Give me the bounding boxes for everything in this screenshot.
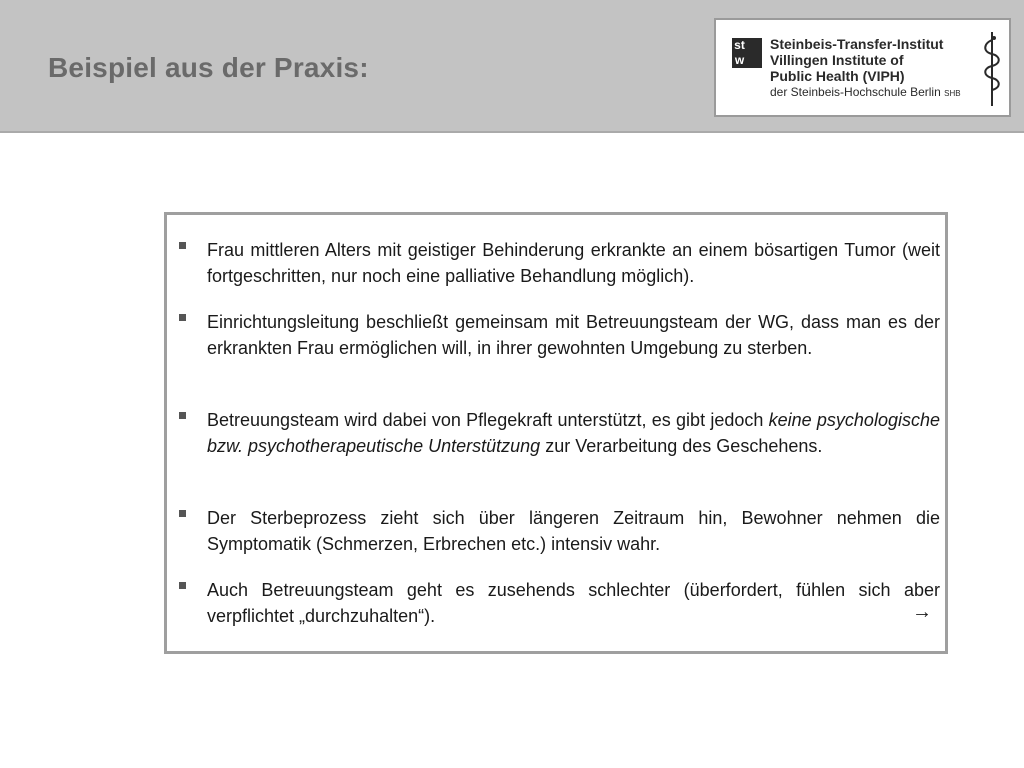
slide-title: Beispiel aus der Praxis:	[48, 52, 369, 83]
bullet-square-icon	[179, 510, 186, 517]
bullet-square-icon	[179, 242, 186, 249]
bullet-text	[207, 407, 940, 459]
text-segment: Betreuungsteam wird dabei von Pflegekraft unterstützt, es gibt jedoch	[207, 410, 769, 430]
bullet-text	[207, 505, 940, 557]
bullet-square-icon	[179, 582, 186, 589]
staff-of-asclepius-icon	[981, 30, 1003, 108]
logo-text	[770, 36, 980, 102]
emphasis-text: keine psychologische bzw. psychotherapeutische Unterstützung	[207, 410, 940, 456]
institute-logo	[714, 18, 1011, 117]
text-segment: Einrichtungsleitung beschließt gemeinsam mit Betreuungsteam der WG, dass man es der erkrankten Frau ermöglichen will, in ihrer gewohnten Umgebung zu sterben.	[207, 312, 940, 358]
logo-line-1: Steinbeis-Transfer-Institut	[770, 36, 944, 52]
logo-subtitle: der Steinbeis-Hochschule Berlin SHB	[770, 85, 961, 99]
bullet-text	[207, 577, 940, 629]
bullet-text	[207, 237, 940, 289]
arrow-right-icon[interactable]: →	[912, 601, 932, 623]
slide-header	[0, 0, 1024, 133]
text-segment: Frau mittleren Alters mit geistiger Behinderung erkrankte an einem bösartigen Tumor (weit fortgeschritten, nur noch eine palliative Behandlung möglich).	[207, 240, 940, 286]
stw-logo-mark	[732, 38, 762, 68]
text-segment: Auch Betreuungsteam geht es zusehends schlechter (überfordert, fühlen sich aber verpflichtet „durchzuhalten“).	[207, 580, 940, 626]
logo-line-2: Villingen Institute of	[770, 52, 904, 68]
bullet-text	[207, 309, 940, 361]
bullet-square-icon	[179, 412, 186, 419]
logo-mark-top: st	[734, 38, 745, 52]
logo-mark-bottom: w	[734, 53, 745, 67]
logo-line-3: Public Health (VIPH)	[770, 68, 905, 84]
text-segment: zur Verarbeitung des Geschehens.	[540, 436, 823, 456]
bullet-square-icon	[179, 314, 186, 321]
content-box	[164, 212, 948, 654]
text-segment: Der Sterbeprozess zieht sich über längeren Zeitraum hin, Bewohner nehmen die Symptomatik (Schmerzen, Erbrechen etc.) intensiv wahr.	[207, 508, 940, 554]
